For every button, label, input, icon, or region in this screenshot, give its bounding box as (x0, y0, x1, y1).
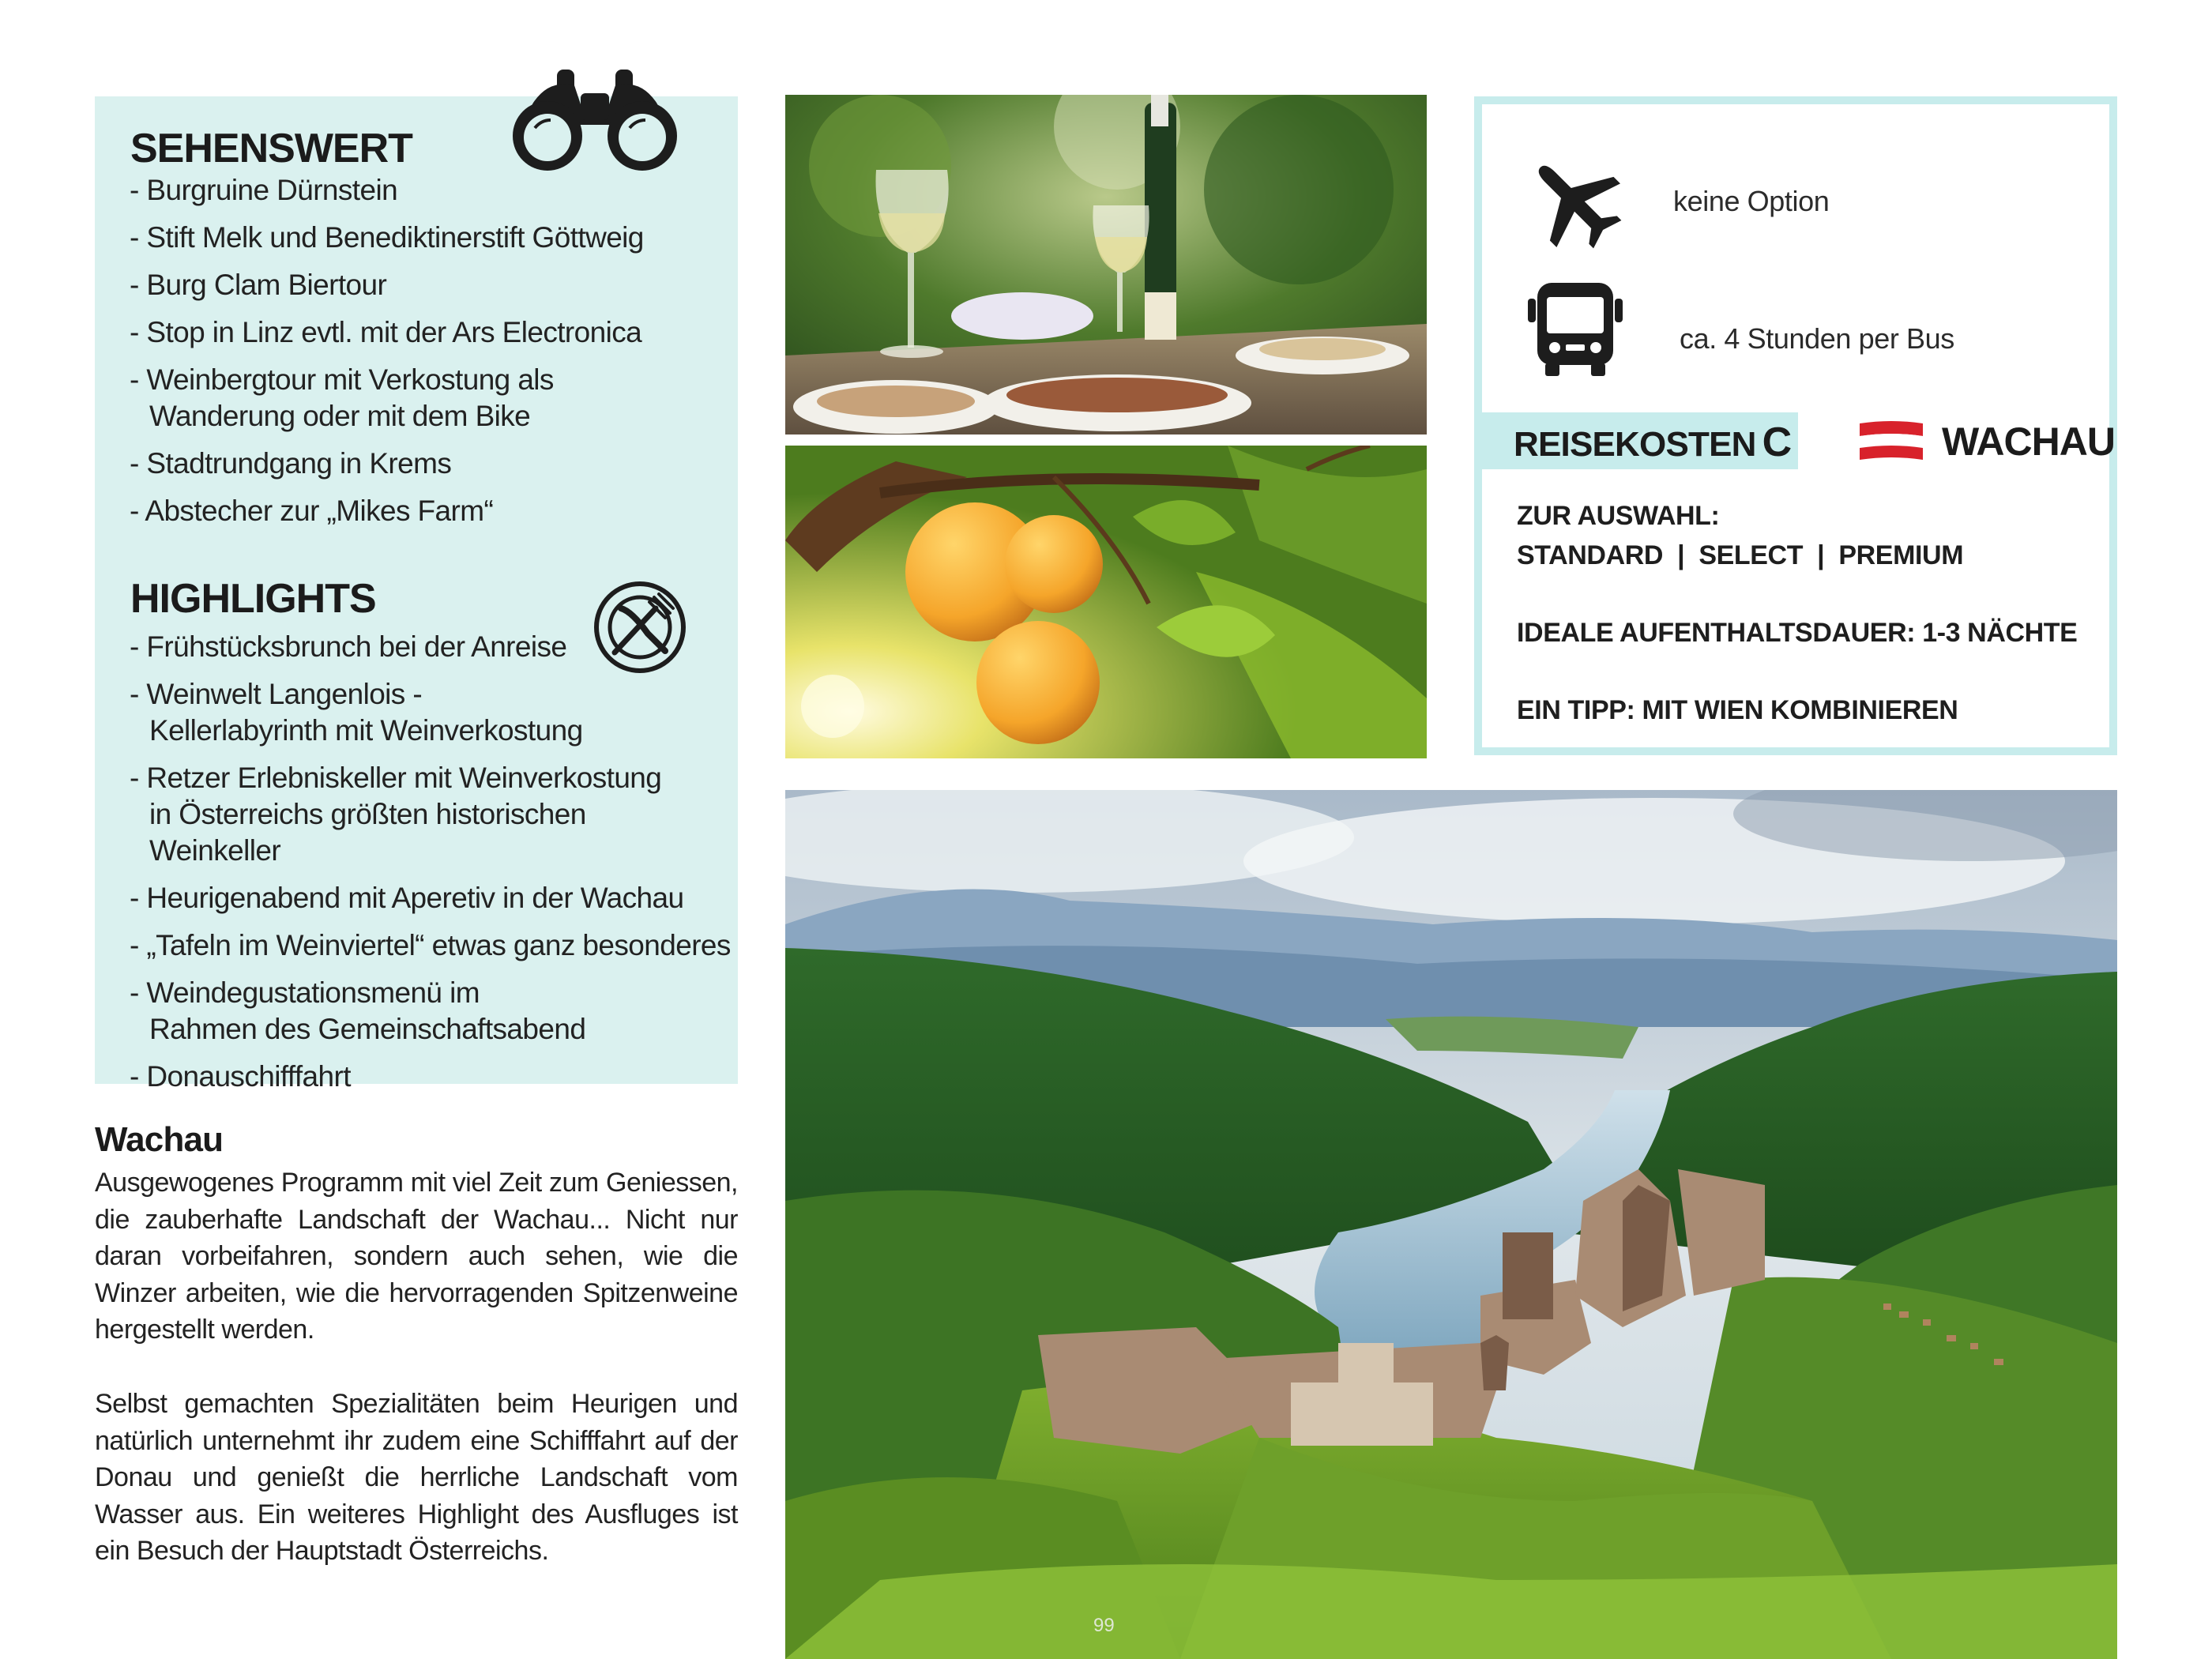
austria-flag-icon (1856, 419, 1926, 465)
list-item: - Burg Clam Biertour (130, 269, 387, 301)
list-item: - Stift Melk und Benediktinerstift Göttweig (130, 221, 644, 254)
package-options: STANDARD | SELECT | PREMIUM (1517, 540, 1964, 570)
bus-info: ca. 4 Stunden per Bus (1680, 322, 1954, 355)
list-item: - Donauschifffahrt (130, 1060, 351, 1093)
list-item: - Burgruine Dürnstein (130, 174, 398, 206)
region-name: WACHAU (1942, 419, 2115, 464)
wachau-landscape-photo (785, 790, 2117, 1659)
travel-cost-class: C (1762, 419, 1792, 465)
bus-icon (1522, 278, 1629, 381)
list-item: - „Tafeln im Weinviertel“ etwas ganz besonderes (130, 929, 731, 961)
description-title: Wachau (95, 1120, 224, 1159)
description-paragraph: Selbst gemachten Spezialitäten beim Heurigen und natürlich unternehmt ihr zudem eine Schifffahrt auf der Donau und genießt die herrliche Landschaft vom Wasser aus. Ein weiteres Highlight des Ausfluges ist ein Besuch der Hauptstadt Österreichs. (95, 1389, 738, 1566)
travel-cost-badge (1482, 412, 1798, 469)
list-item: - Heurigenabend mit Aperetiv in der Wachau (130, 882, 684, 914)
highlights-list (130, 629, 731, 1106)
list-item: - Retzer Erlebniskeller mit Weinverkostung in Österreichs größten historischen Weinkeller (130, 762, 662, 867)
page-number: 99 (1093, 1615, 1115, 1636)
travel-cost-label: REISEKOSTEN (1514, 425, 1756, 464)
sehenswert-highlights-panel (95, 96, 738, 1093)
trip-info-card (1474, 96, 2117, 755)
sehenswert-title: SEHENSWERT (130, 126, 412, 171)
wine-table-photo (785, 95, 1427, 434)
list-item: - Weindegustationsmenü im Rahmen des Gemeinschaftsabend (130, 976, 586, 1045)
flight-info: keine Option (1673, 185, 1830, 217)
list-item: - Stop in Linz evtl. mit der Ars Electronica (130, 316, 642, 348)
highlights-title: HIGHLIGHTS (130, 576, 376, 622)
package-choice-label: ZUR AUSWAHL: (1517, 501, 1720, 531)
list-item: - Weinbergtour mit Verkostung als Wanderung oder mit dem Bike (130, 363, 554, 432)
list-item: - Stadtrundgang in Krems (130, 447, 452, 480)
apricots-photo (785, 446, 1427, 758)
travel-tip: EIN TIPP: MIT WIEN KOMBINIEREN (1517, 695, 1958, 725)
binoculars-icon (502, 62, 688, 174)
list-item: - Weinwelt Langenlois - Kellerlabyrinth mit Weinverkostung (130, 678, 583, 747)
description-paragraph: Ausgewogenes Programm mit viel Zeit zum Geniessen, die zauberhafte Landschaft der Wachau... Nicht nur daran vorbeifahren, sondern auch sehen, wie die Winzer arbeiten, wie die hervorragenden Spitzenweine hergestellt werden. (95, 1168, 738, 1345)
ideal-stay: IDEALE AUFENTHALTSDAUER: 1-3 NÄCHTE (1517, 618, 2078, 648)
list-item: - Abstecher zur „Mikes Farm“ (130, 495, 494, 527)
list-item: - Frühstücksbrunch bei der Anreise (130, 630, 567, 663)
airplane-icon (1523, 150, 1626, 253)
sehenswert-list (130, 172, 683, 540)
